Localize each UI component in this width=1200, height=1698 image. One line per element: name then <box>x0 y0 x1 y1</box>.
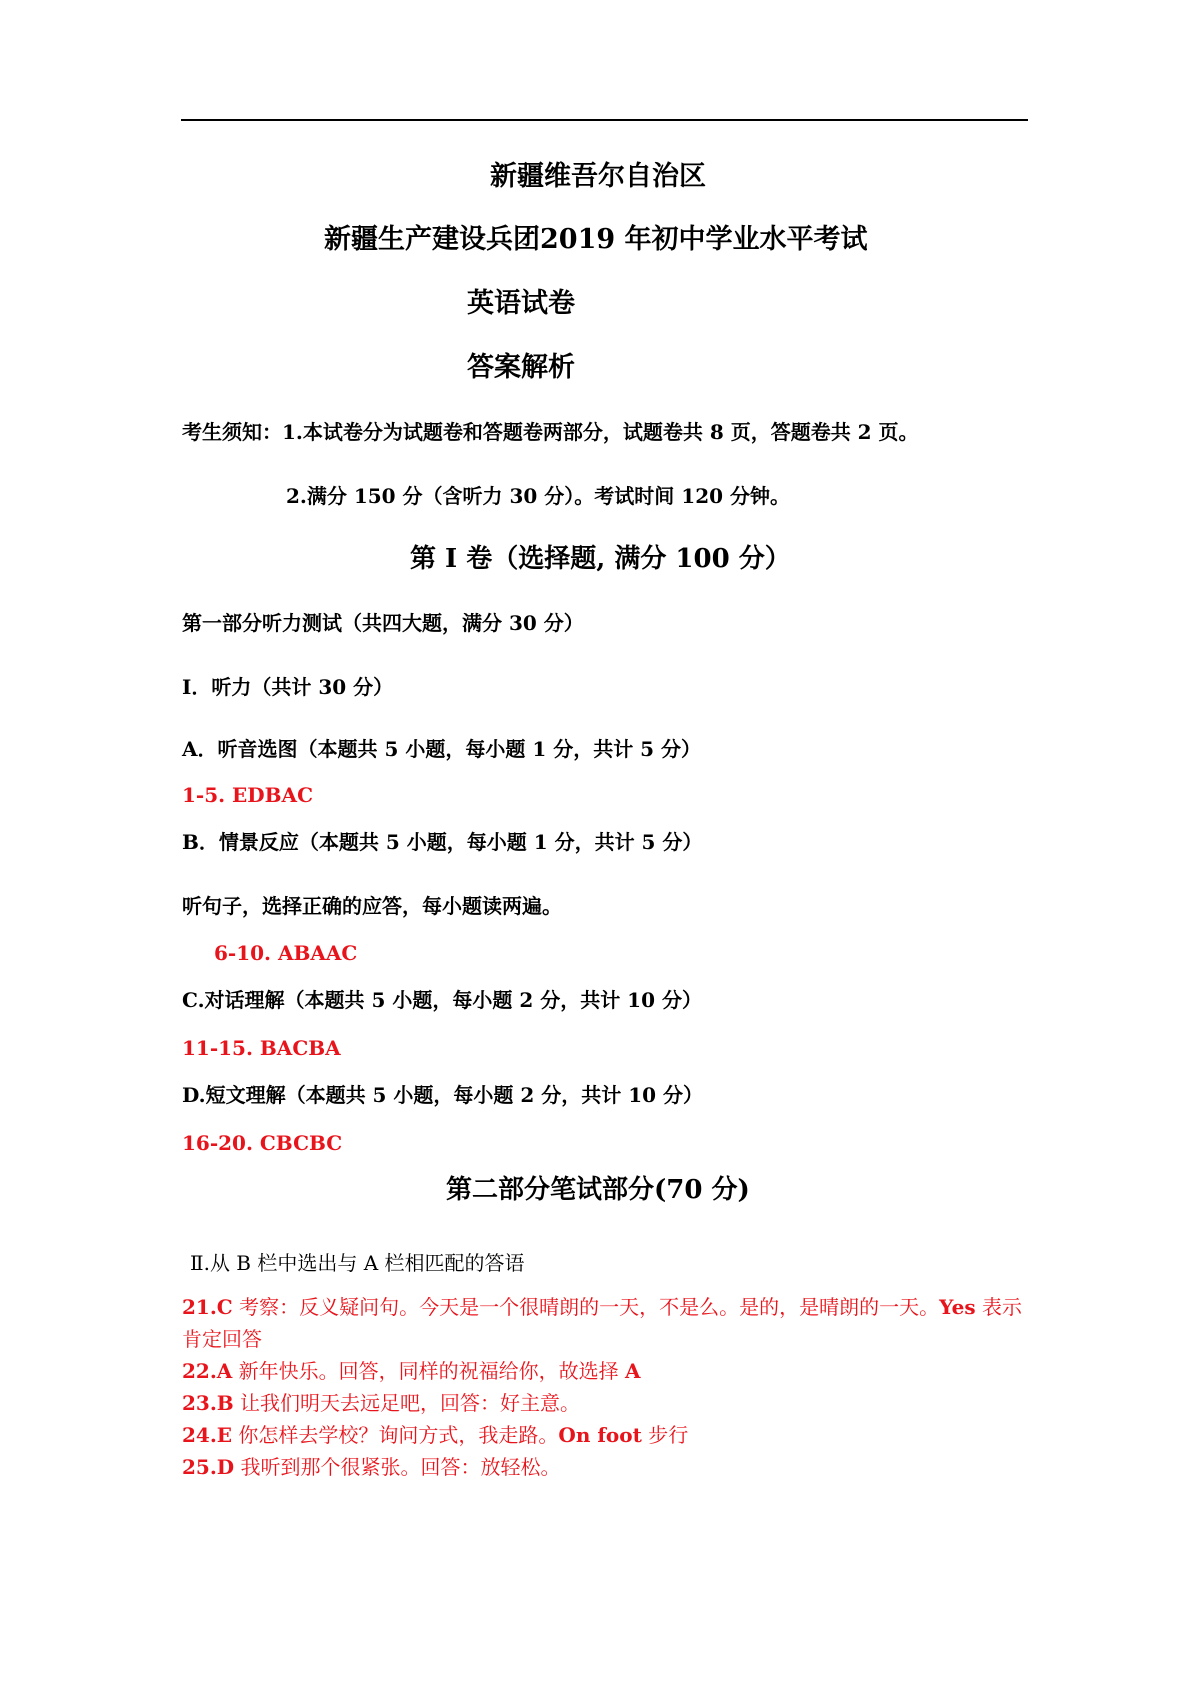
part1-section-title: 第一部分听力测试（共四大题，满分 30 分） <box>182 611 584 635</box>
answer-25 <box>182 1451 1027 1483</box>
section-b-title: B．情景反应（本题共 5 小题，每小题 1 分，共计 5 分） <box>182 830 703 854</box>
exam-title: 新疆生产建设兵团2019 年初中学业水平考试 <box>324 224 868 255</box>
answer-tail: On foot <box>558 1423 642 1447</box>
section-b-instruction: 听句子，选择正确的应答，每小题读两遍。 <box>182 894 562 918</box>
answer-num: 25.D <box>182 1455 235 1479</box>
top-rule <box>181 119 1028 121</box>
answer-tail: Yes <box>939 1295 976 1319</box>
answer-21 <box>182 1291 1027 1355</box>
answer-22 <box>182 1355 1027 1387</box>
answer-text: 你怎样去学校？询问方式，我走路。 <box>232 1423 559 1447</box>
notice-line-1: 考生须知：1.本试卷分为试题卷和答题卷两部分，试题卷共 8 页，答题卷共 2 页。 <box>182 420 919 444</box>
section-d-answer: 16-20. CBCBC <box>182 1131 343 1155</box>
section-b-answer: 6-10. ABAAC <box>214 941 358 965</box>
subject-title: 英语试卷 <box>467 288 575 319</box>
answer-tail-text: 表示肯定回答 <box>182 1295 1022 1351</box>
part2-section-title: 第二部分笔试部分(70 分) <box>446 1175 750 1205</box>
section-c-title: C.对话理解（本题共 5 小题，每小题 2 分，共计 10 分） <box>182 988 702 1012</box>
answer-num: 23.B <box>182 1391 234 1415</box>
answer-text: 考察：反义疑问句。今天是一个很晴朗的一天，不是么。是的，是晴朗的一天。 <box>232 1295 940 1319</box>
answer-24 <box>182 1419 1027 1451</box>
answer-num: 24.E <box>182 1423 233 1447</box>
volume-title: 第 I 卷（选择题, 满分 100 分） <box>410 544 791 574</box>
section-c-answer: 11-15. BACBA <box>182 1036 341 1060</box>
answer-text: 让我们明天去远足吧，回答：好主意。 <box>233 1391 581 1415</box>
section-d-title: D.短文理解（本题共 5 小题，每小题 2 分，共计 10 分） <box>182 1083 704 1107</box>
listening-title: I．听力（共计 30 分） <box>182 675 394 699</box>
section-ii-title: Ⅱ.从 B 栏中选出与 A 栏相匹配的答语 <box>190 1251 525 1275</box>
doc-type-title: 答案解析 <box>467 352 575 383</box>
answer-text: 我听到那个很紧张。回答：放轻松。 <box>234 1455 561 1479</box>
answer-23 <box>182 1387 1027 1419</box>
notice-line-2: 2.满分 150 分（含听力 30 分）。考试时间 120 分钟。 <box>286 484 790 508</box>
answer-num: 22.A <box>182 1359 233 1383</box>
answer-text: 新年快乐。回答，同样的祝福给你，故选择 <box>232 1359 626 1383</box>
section-a-answer: 1-5. EDBAC <box>182 783 313 807</box>
answer-num: 21.C <box>182 1295 233 1319</box>
answer-tail: A <box>625 1359 641 1383</box>
region-title: 新疆维吾尔自治区 <box>490 161 706 192</box>
answer-tail-text: 步行 <box>641 1423 689 1447</box>
section-a-title: A．听音选图（本题共 5 小题，每小题 1 分，共计 5 分） <box>182 737 702 761</box>
